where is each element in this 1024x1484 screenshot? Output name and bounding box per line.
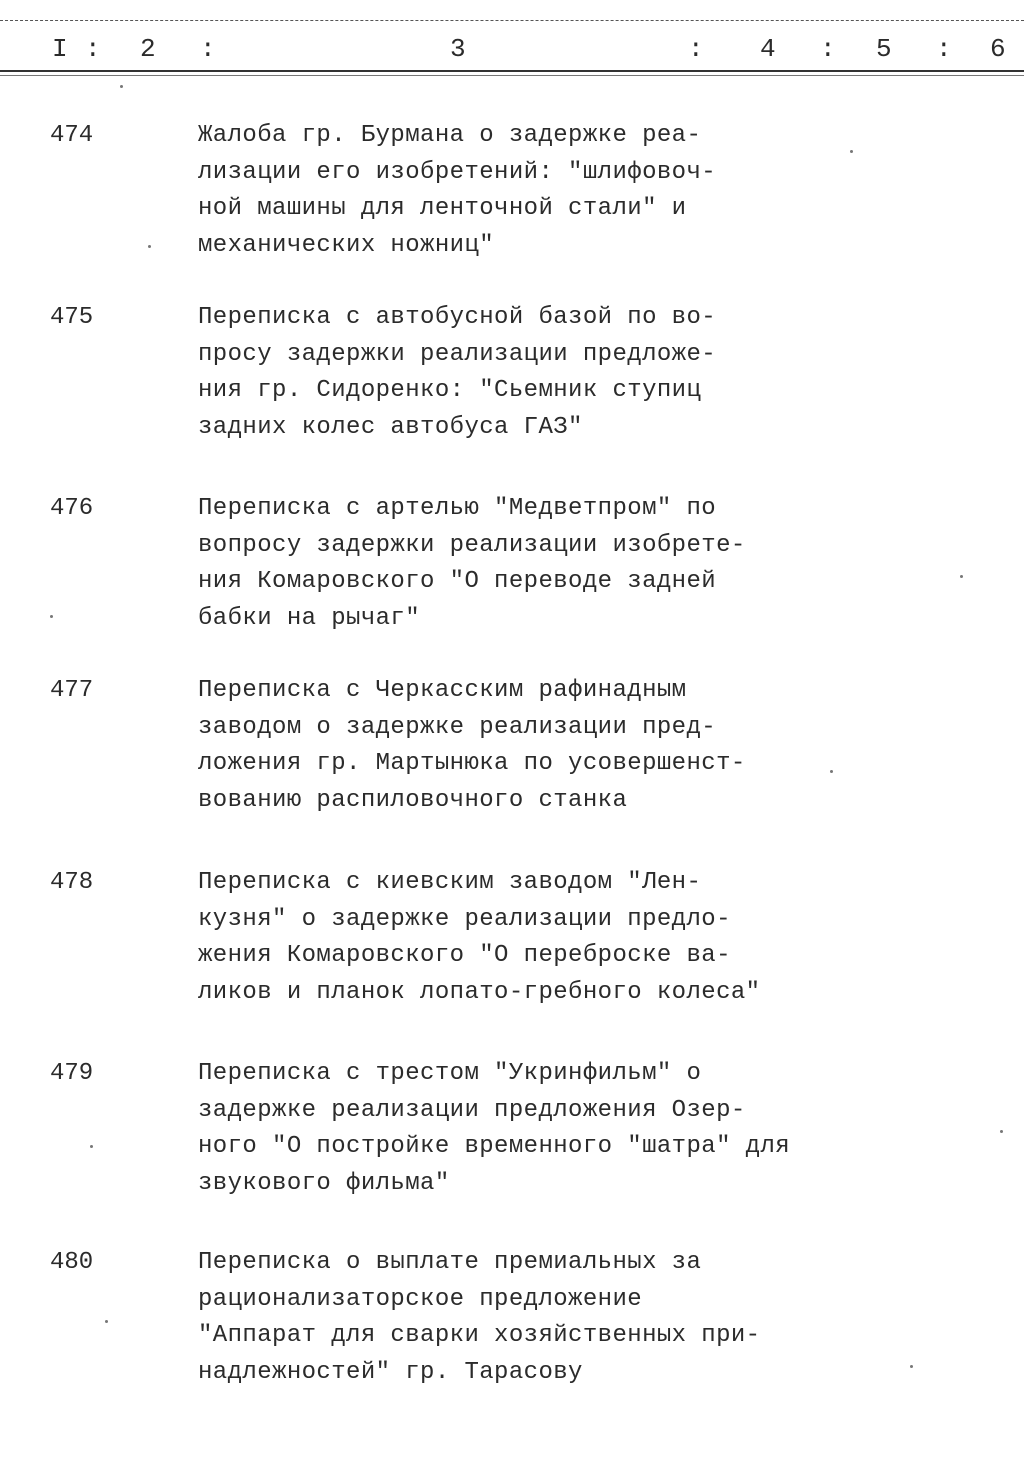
entry-number: 480	[50, 1249, 94, 1276]
entry-number: 476	[50, 495, 94, 522]
scan-speck	[850, 150, 853, 153]
description-line: задних колес автобуса ГАЗ"	[198, 413, 583, 441]
entry-number: 477	[50, 677, 94, 704]
column-header-5: 5	[876, 34, 892, 64]
description-line: ной машины для ленточной стали" и	[198, 195, 687, 222]
description-line: звукового фильма"	[198, 1169, 450, 1197]
description-line: вопросу задержки реализации изобрете-	[198, 531, 746, 559]
scan-speck	[90, 1145, 93, 1148]
column-header-3: 3	[450, 34, 466, 64]
entry-description	[198, 1056, 798, 1202]
scan-speck	[50, 615, 53, 618]
scan-speck	[105, 1320, 108, 1323]
column-header-4: 4	[760, 34, 776, 64]
entry-description	[198, 491, 798, 637]
description-line: кузня" о задержке реализации предло-	[198, 905, 731, 933]
scan-speck	[1000, 1130, 1003, 1133]
description-line: ния гр. Сидоренко: "Сьемник ступиц	[198, 377, 702, 404]
description-line: ния Комаровского "О переводе задней	[198, 568, 717, 595]
top-dashed-rule	[0, 20, 1024, 21]
entry-description	[198, 673, 798, 819]
column-header-1: I	[52, 34, 68, 64]
description-line: рационализаторское предложение	[198, 1285, 643, 1313]
column-separator: :	[688, 34, 704, 64]
description-line: надлежностей" гр. Тарасову	[198, 1358, 583, 1386]
entry-description	[198, 118, 798, 264]
description-line: жения Комаровского "О переброске ва-	[198, 942, 731, 969]
entry-description	[198, 865, 798, 1011]
column-header-row	[0, 30, 1024, 70]
scan-speck	[120, 85, 123, 88]
description-line: ного "О постройке временного "шатра" для	[198, 1133, 791, 1160]
description-line: ложения гр. Мартынюка по усовершенст-	[198, 750, 746, 777]
scan-speck	[148, 245, 151, 248]
column-separator: :	[85, 34, 101, 64]
description-line: Переписка о выплате премиальных за	[198, 1249, 702, 1276]
description-line: Переписка с Черкасским рафинадным	[198, 677, 687, 704]
description-line: ликов и планок лопато-гребного колеса"	[198, 978, 761, 1006]
entry-description	[198, 1245, 798, 1391]
description-line: бабки на рычаг"	[198, 604, 421, 632]
header-rule	[0, 70, 1024, 72]
column-separator: :	[936, 34, 952, 64]
entry-number: 475	[50, 304, 94, 331]
entry-description	[198, 300, 798, 446]
scan-speck	[960, 575, 963, 578]
description-line: "Аппарат для сварки хозяйственных при-	[198, 1322, 761, 1349]
column-separator: :	[820, 34, 836, 64]
description-line: просу задержки реализации предложе-	[198, 340, 717, 368]
entry-number: 479	[50, 1060, 94, 1087]
entry-number: 478	[50, 869, 94, 896]
description-line: лизации его изобретений: "шлифовоч-	[198, 158, 717, 186]
column-header-6: 6	[990, 34, 1006, 64]
description-line: Переписка с киевским заводом "Лен-	[198, 869, 702, 896]
description-line: Переписка с автобусной базой по во-	[198, 304, 717, 331]
description-line: заводом о задержке реализации пред-	[198, 713, 717, 741]
description-line: Переписка с артелью "Медветпром" по	[198, 495, 717, 522]
scan-speck	[910, 1365, 913, 1368]
header-rule-secondary	[0, 75, 1024, 76]
entry-number: 474	[50, 122, 94, 149]
description-line: вованию распиловочного станка	[198, 786, 628, 814]
description-line: механических ножниц"	[198, 231, 495, 259]
description-line: задержке реализации предложения Озер-	[198, 1096, 746, 1124]
description-line: Жалоба гр. Бурмана о задержке реа-	[198, 122, 702, 149]
scan-speck	[830, 770, 833, 773]
column-separator: :	[200, 34, 216, 64]
column-header-2: 2	[140, 34, 156, 64]
description-line: Переписка с трестом "Укринфильм" о	[198, 1060, 702, 1087]
